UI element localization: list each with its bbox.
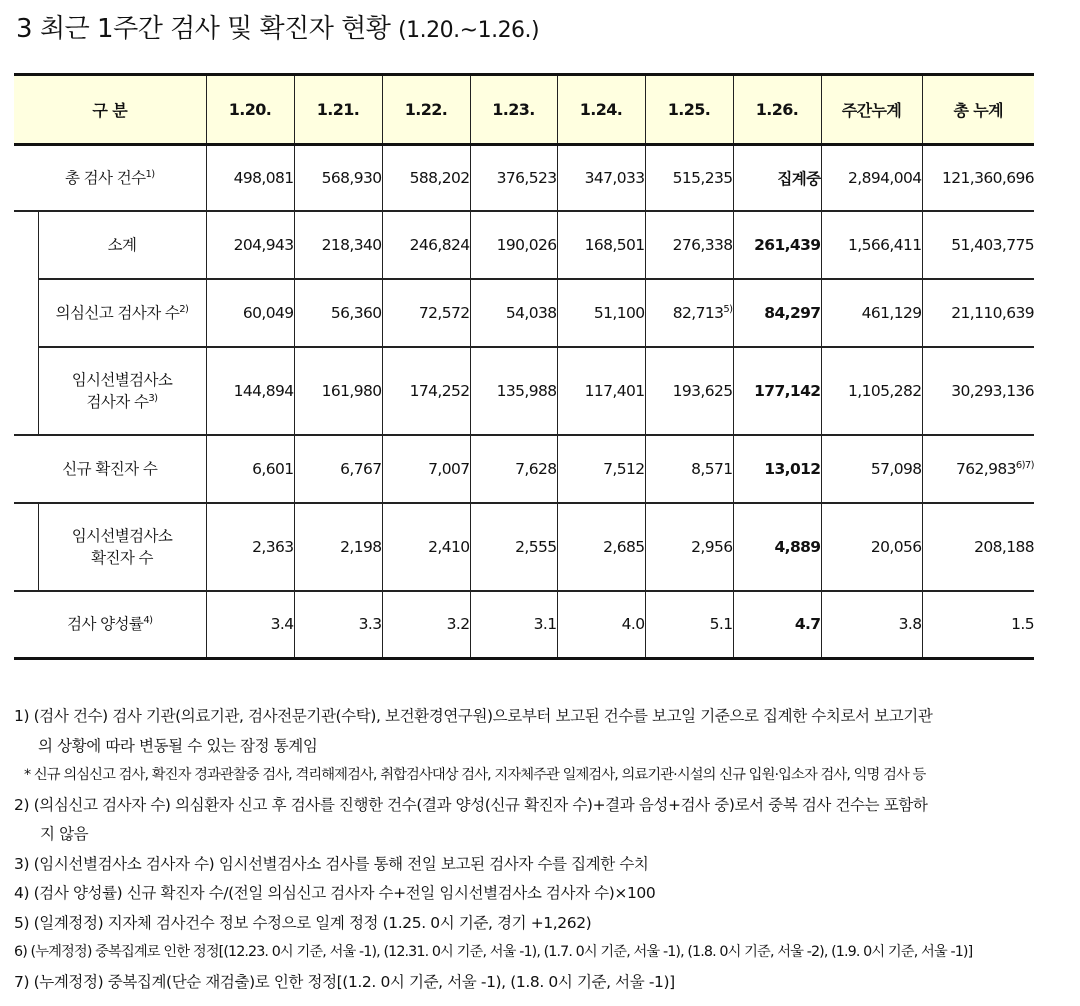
table-cell: 568,930	[294, 145, 382, 211]
footnote-1: 1) (검사 건수) 검사 기관(의료기관, 검사전문기관(수탁), 보건환경연구원)으로부터 보고된 건수를 보고일 기준으로 집계한 수치로서 보고기관	[14, 707, 933, 725]
table-cell: 7,007	[382, 435, 470, 503]
header-date: 1.23.	[470, 75, 557, 145]
header-date: 1.22.	[382, 75, 470, 145]
footnote-5: 5) (일계정정) 지자체 검사건수 정보 수정으로 일계 정정 (1.25. 0시 기준, 경기 +1,262)	[14, 913, 592, 932]
table-cell: 6,601	[206, 435, 294, 503]
table-cell: 3.3	[294, 591, 382, 659]
table-cell: 54,038	[470, 279, 557, 347]
table-cell: 276,338	[645, 211, 733, 279]
table-cell: 2,685	[557, 503, 645, 591]
table-row-new-cases	[14, 435, 1034, 503]
indent-cell	[14, 503, 38, 591]
table-cell: 57,098	[821, 435, 922, 503]
footnote-1-continued: 의 상황에 따라 변동될 수 있는 잠정 통계임	[38, 736, 318, 755]
header-weekly-total: 주간누계	[821, 75, 922, 145]
table-cell: 376,523	[470, 145, 557, 211]
footnote-3: 3) (임시선별검사소 검사자 수) 임시선별검사소 검사를 통해 전일 보고된 검사자 수를 집계한 수치	[14, 854, 649, 873]
table-cell: 60,049	[206, 279, 294, 347]
table-cell: 2,198	[294, 503, 382, 591]
table-cell: 5.1	[645, 591, 733, 659]
table-cell: 집계중	[733, 145, 821, 211]
section-number: 3	[16, 14, 33, 44]
table-cell: 193,625	[645, 347, 733, 435]
table-cell: 3.8	[821, 591, 922, 659]
table-row-total-tests	[14, 145, 1034, 211]
table-row-subtotal	[14, 211, 1034, 279]
table-cell: 51,100	[557, 279, 645, 347]
table-cell: 168,501	[557, 211, 645, 279]
table-cell: 588,202	[382, 145, 470, 211]
table-cell: 117,401	[557, 347, 645, 435]
table-cell: 20,056	[821, 503, 922, 591]
section-title-text: 최근 1주간 검사 및 확진자 현황	[40, 14, 391, 44]
header-date: 1.20.	[206, 75, 294, 145]
table-row-temp-cases	[14, 503, 1034, 591]
table-cell: 2,363	[206, 503, 294, 591]
table-cell: 135,988	[470, 347, 557, 435]
table-cell: 3.1	[470, 591, 557, 659]
table-row-suspected	[14, 279, 1034, 347]
footnote-7: 7) (누계정정) 중복집계(단순 재검출)로 인한 정정[(1.2. 0시 기준, 서울 -1), (1.8. 0시 기준, 서울 -1)]	[14, 972, 675, 991]
table-cell: 21,110,639	[922, 279, 1034, 347]
header-category: 구 분	[14, 75, 206, 145]
table-cell: 8,571	[645, 435, 733, 503]
row-label: 소계	[38, 211, 206, 279]
row-label: 의심신고 검사자 수$^{2)}$	[38, 279, 206, 347]
table-cell: 4,889	[733, 503, 821, 591]
table-cell: 515,235	[645, 145, 733, 211]
table-cell: 174,252	[382, 347, 470, 435]
table-cell: 161,980	[294, 347, 382, 435]
table-cell: 4.7	[733, 591, 821, 659]
table-cell: 30,293,136	[922, 347, 1034, 435]
header-grand-total: 총 누계	[922, 75, 1034, 145]
table-cell: 121,360,696	[922, 145, 1034, 211]
table-cell: 218,340	[294, 211, 382, 279]
table-cell: 82,713$^{5)}$	[645, 279, 733, 347]
table-cell: 6,767	[294, 435, 382, 503]
table-cell: 2,555	[470, 503, 557, 591]
footnote-ref: 5)	[723, 303, 733, 315]
footnote-4: 4) (검사 양성률) 신규 확진자 수/(전일 의심신고 검사자 수+전일 임시선별검사소 검사자 수)×100	[14, 884, 656, 902]
header-date: 1.26.	[733, 75, 821, 145]
footnote-ref: 3)	[148, 392, 158, 404]
row-label: 총 검사 건수$^{1)}$	[14, 145, 206, 211]
table-cell: 72,572	[382, 279, 470, 347]
header-date: 1.21.	[294, 75, 382, 145]
table-cell: 2,410	[382, 503, 470, 591]
table-cell: 246,824	[382, 211, 470, 279]
table-cell: 208,188	[922, 503, 1034, 591]
footnote-6: 6) (누계정정) 중복집계로 인한 정정[(12.23. 0시 기준, 서울 -1), (12.31. 0시 기준, 서울 -1), (1.7. 0시 기준, 서울 -1), (1.8. 0시 기준, 서울 -2), (1.9. 0시 기준, 서울 -1)]	[14, 944, 973, 960]
row-label: 임시선별검사소 확진자 수	[38, 503, 206, 591]
table-cell: 461,129	[821, 279, 922, 347]
header-date: 1.24.	[557, 75, 645, 145]
section-title	[16, 8, 539, 45]
table-cell: 347,033	[557, 145, 645, 211]
table-cell: 7,512	[557, 435, 645, 503]
footnotes	[14, 702, 1064, 997]
table-cell: 498,081	[206, 145, 294, 211]
table-cell: 56,360	[294, 279, 382, 347]
table-cell: 3.2	[382, 591, 470, 659]
table-cell: $762,983^{6)7)}$	[922, 435, 1034, 503]
footnote-ref: 2)	[179, 303, 189, 315]
row-label: 검사 양성률$^{4)}$	[14, 591, 206, 659]
table-cell: 204,943	[206, 211, 294, 279]
header-row	[14, 75, 1034, 145]
table-cell: 1.5	[922, 591, 1034, 659]
footnote-1-detail: * 신규 의심신고 검사, 확진자 경과관찰중 검사, 격리해제검사, 취합검사대상 검사, 지자체주관 일제검사, 의료기관·시설의 신규 입원·입소자 검사, 익명 검사 등	[24, 767, 926, 783]
footnote-2-continued: 지 않음	[40, 825, 89, 843]
test-status-table	[14, 73, 1034, 660]
table-cell: 13,012	[733, 435, 821, 503]
table-cell: 177,142	[733, 347, 821, 435]
table-cell: 1,105,282	[821, 347, 922, 435]
header-date: 1.25.	[645, 75, 733, 145]
footnote-ref: 6)7)	[1015, 459, 1034, 471]
table-cell: 3.4	[206, 591, 294, 659]
table-row-positivity	[14, 591, 1034, 659]
table-cell: 2,956	[645, 503, 733, 591]
table-cell: 7,628	[470, 435, 557, 503]
indent-cell	[14, 347, 38, 435]
table-cell: 190,026	[470, 211, 557, 279]
row-label: 신규 확진자 수	[14, 435, 206, 503]
table-row-temp-testers	[14, 347, 1034, 435]
footnote-ref: 4)	[143, 615, 153, 627]
table-cell: 51,403,775	[922, 211, 1034, 279]
section-period: (1.20.~1.26.)	[398, 18, 540, 43]
table-cell: 84,297	[733, 279, 821, 347]
table-cell: 4.0	[557, 591, 645, 659]
indent-cell	[14, 279, 38, 347]
table-cell: 261,439	[733, 211, 821, 279]
indent-cell	[14, 211, 38, 279]
row-label: 임시선별검사소 검사자 수$^{3)}$	[38, 347, 206, 435]
footnote-2: 2) (의심신고 검사자 수) 의심환자 신고 후 검사를 진행한 건수(결과 양성(신규 확진자 수)+결과 음성+검사 중)로서 중복 검사 건수는 포함하	[14, 795, 928, 814]
table-cell: 1,566,411	[821, 211, 922, 279]
table-cell: 2,894,004	[821, 145, 922, 211]
footnote-ref: 1)	[145, 168, 155, 180]
table-cell: 144,894	[206, 347, 294, 435]
